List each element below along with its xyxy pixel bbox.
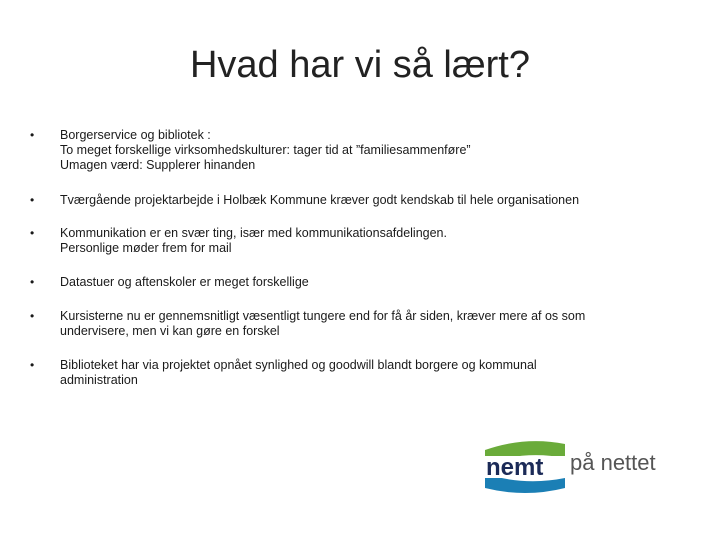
bullet-line: Kursisterne nu er gennemsnitligt væsentligt tungere end for få år siden, kræver mere af os som: [60, 309, 586, 323]
bullet-line: Tværgående projektarbejde i Holbæk Kommune kræver godt kendskab til hele organisationen: [60, 193, 580, 207]
bullet-item: [30, 226, 690, 256]
bullet-dot: •: [30, 226, 35, 240]
bullet-line: Datastuer og aftenskoler er meget forskellige: [60, 275, 309, 289]
logo-light-text: på nettet: [570, 450, 656, 475]
bullet-line: Borgerservice og bibliotek :: [60, 128, 211, 142]
bullet-dot: •: [30, 309, 35, 323]
bullet-line: Umagen værd: Supplerer hinanden: [60, 158, 256, 172]
bullet-line: Biblioteket har via projektet opnået synlighed og goodwill blandt borgere og kommunal: [60, 358, 537, 372]
bullet-dot: •: [30, 193, 35, 207]
nemt-logo: [485, 436, 690, 496]
bullet-line: To meget forskellige virksomhedskulturer: tager tid at ”familiesammenføre”: [60, 143, 471, 157]
bullet-item: [30, 275, 690, 290]
bullet-dot: •: [30, 128, 35, 142]
slide-title: Hvad har vi så lært?: [189, 44, 530, 86]
logo-bold-text: nemt: [486, 454, 544, 481]
bullet-line: Personlige møder frem for mail: [60, 241, 232, 255]
bullet-item: [30, 309, 690, 339]
bullet-line: administration: [60, 373, 138, 387]
bullet-item: [30, 128, 690, 173]
bullet-line: undervisere, men vi kan gøre en forskel: [60, 324, 280, 338]
bullet-dot: •: [30, 358, 35, 372]
bullet-item: [30, 193, 690, 208]
bullet-line: Kommunikation er en svær ting, især med kommunikationsafdelingen.: [60, 226, 447, 240]
bullet-item: [30, 358, 690, 388]
bullet-list: [30, 128, 690, 388]
nemt-logo-graphic: [485, 436, 690, 496]
bullet-dot: •: [30, 275, 35, 289]
